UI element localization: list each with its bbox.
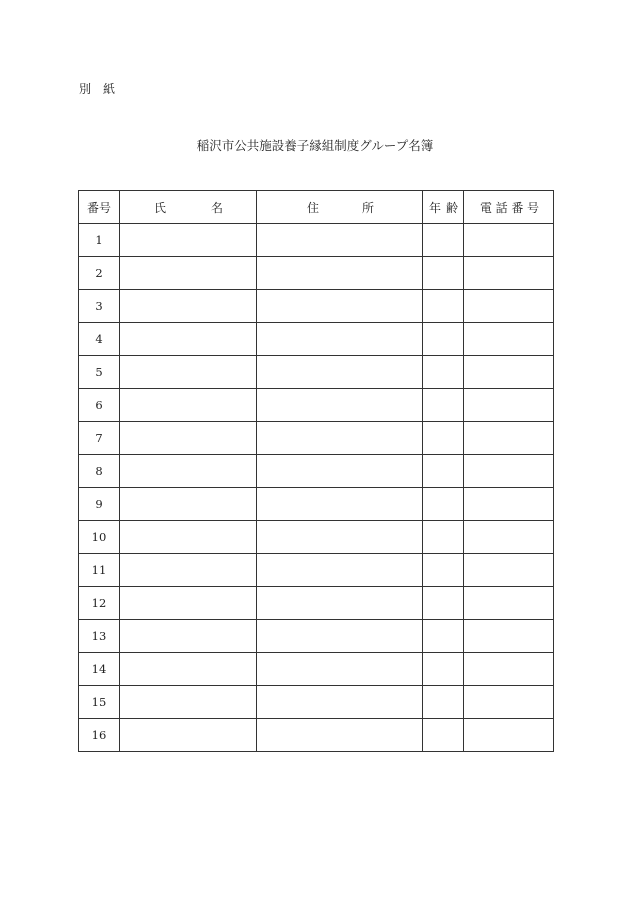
age-cell[interactable] bbox=[423, 422, 464, 455]
address-cell[interactable] bbox=[257, 455, 423, 488]
table-row bbox=[79, 257, 554, 290]
name-cell[interactable] bbox=[120, 488, 257, 521]
age-cell[interactable] bbox=[423, 587, 464, 620]
group-roster-table bbox=[78, 190, 554, 752]
age-cell[interactable] bbox=[423, 389, 464, 422]
table-row bbox=[79, 521, 554, 554]
phone-cell[interactable] bbox=[464, 389, 554, 422]
phone-cell[interactable] bbox=[464, 620, 554, 653]
age-cell[interactable] bbox=[423, 719, 464, 752]
phone-cell[interactable] bbox=[464, 719, 554, 752]
phone-cell[interactable] bbox=[464, 521, 554, 554]
annex-char: 別 bbox=[79, 82, 92, 96]
header-name-char: 名 bbox=[210, 200, 223, 215]
header-phone-char: 号 bbox=[526, 200, 539, 215]
phone-cell[interactable] bbox=[464, 356, 554, 389]
row-number-cell: 11 bbox=[79, 554, 120, 587]
name-cell[interactable] bbox=[120, 389, 257, 422]
row-number-cell: 1 bbox=[79, 224, 120, 257]
table-row bbox=[79, 224, 554, 257]
name-cell[interactable] bbox=[120, 224, 257, 257]
phone-cell[interactable] bbox=[464, 290, 554, 323]
name-cell[interactable] bbox=[120, 356, 257, 389]
table-row bbox=[79, 488, 554, 521]
table-row bbox=[79, 356, 554, 389]
name-cell[interactable] bbox=[120, 554, 257, 587]
header-phone-char: 電 bbox=[480, 200, 493, 215]
table-row bbox=[79, 719, 554, 752]
phone-cell[interactable] bbox=[464, 653, 554, 686]
row-number-cell: 12 bbox=[79, 587, 120, 620]
address-cell[interactable] bbox=[257, 554, 423, 587]
name-cell[interactable] bbox=[120, 422, 257, 455]
name-cell[interactable] bbox=[120, 620, 257, 653]
name-cell[interactable] bbox=[120, 653, 257, 686]
address-cell[interactable] bbox=[257, 521, 423, 554]
name-cell[interactable] bbox=[120, 323, 257, 356]
header-age-char: 年 bbox=[429, 200, 442, 215]
address-cell[interactable] bbox=[257, 224, 423, 257]
address-cell[interactable] bbox=[257, 587, 423, 620]
name-cell[interactable] bbox=[120, 455, 257, 488]
phone-cell[interactable] bbox=[464, 455, 554, 488]
annex-char: 紙 bbox=[103, 82, 116, 96]
address-cell[interactable] bbox=[257, 686, 423, 719]
header-phone-char: 話 bbox=[495, 200, 508, 215]
phone-cell[interactable] bbox=[464, 323, 554, 356]
header-phone bbox=[464, 191, 554, 224]
address-cell[interactable] bbox=[257, 356, 423, 389]
table-row bbox=[79, 290, 554, 323]
address-cell[interactable] bbox=[257, 719, 423, 752]
address-cell[interactable] bbox=[257, 620, 423, 653]
phone-cell[interactable] bbox=[464, 224, 554, 257]
header-name-char: 氏 bbox=[154, 200, 167, 215]
age-cell[interactable] bbox=[423, 686, 464, 719]
age-cell[interactable] bbox=[423, 554, 464, 587]
row-number-cell: 2 bbox=[79, 257, 120, 290]
row-number-cell: 9 bbox=[79, 488, 120, 521]
row-number-cell: 4 bbox=[79, 323, 120, 356]
header-age bbox=[423, 191, 464, 224]
header-number-label: 番号 bbox=[86, 200, 111, 215]
table-row bbox=[79, 422, 554, 455]
table-row bbox=[79, 620, 554, 653]
address-cell[interactable] bbox=[257, 257, 423, 290]
table-row bbox=[79, 653, 554, 686]
header-age-char: 齢 bbox=[445, 200, 458, 215]
table-row bbox=[79, 554, 554, 587]
age-cell[interactable] bbox=[423, 653, 464, 686]
table-row bbox=[79, 323, 554, 356]
phone-cell[interactable] bbox=[464, 554, 554, 587]
header-address-char: 住 bbox=[307, 200, 320, 215]
address-cell[interactable] bbox=[257, 653, 423, 686]
header-address bbox=[257, 191, 423, 224]
phone-cell[interactable] bbox=[464, 686, 554, 719]
address-cell[interactable] bbox=[257, 389, 423, 422]
row-number-cell: 13 bbox=[79, 620, 120, 653]
age-cell[interactable] bbox=[423, 488, 464, 521]
table-row bbox=[79, 389, 554, 422]
row-number-cell: 3 bbox=[79, 290, 120, 323]
age-cell[interactable] bbox=[423, 290, 464, 323]
name-cell[interactable] bbox=[120, 521, 257, 554]
row-number-cell: 5 bbox=[79, 356, 120, 389]
table-header-row bbox=[79, 191, 554, 224]
name-cell[interactable] bbox=[120, 719, 257, 752]
name-cell[interactable] bbox=[120, 290, 257, 323]
table-row bbox=[79, 686, 554, 719]
age-cell[interactable] bbox=[423, 224, 464, 257]
row-number-cell: 7 bbox=[79, 422, 120, 455]
header-address-char: 所 bbox=[361, 200, 374, 215]
age-cell[interactable] bbox=[423, 455, 464, 488]
row-number-cell: 16 bbox=[79, 719, 120, 752]
table-row bbox=[79, 587, 554, 620]
row-number-cell: 14 bbox=[79, 653, 120, 686]
name-cell[interactable] bbox=[120, 257, 257, 290]
address-cell[interactable] bbox=[257, 323, 423, 356]
header-name bbox=[120, 191, 257, 224]
name-cell[interactable] bbox=[120, 686, 257, 719]
row-number-cell: 8 bbox=[79, 455, 120, 488]
row-number-cell: 6 bbox=[79, 389, 120, 422]
header-phone-char: 番 bbox=[511, 200, 524, 215]
address-cell[interactable] bbox=[257, 290, 423, 323]
age-cell[interactable] bbox=[423, 620, 464, 653]
phone-cell[interactable] bbox=[464, 257, 554, 290]
phone-cell[interactable] bbox=[464, 422, 554, 455]
table-body bbox=[79, 224, 554, 752]
address-cell[interactable] bbox=[257, 422, 423, 455]
annex-label bbox=[79, 80, 115, 97]
page-title: 稲沢市公共施設養子縁組制度グループ名簿 bbox=[196, 138, 434, 153]
table-row bbox=[79, 455, 554, 488]
address-cell[interactable] bbox=[257, 488, 423, 521]
phone-cell[interactable] bbox=[464, 488, 554, 521]
row-number-cell: 15 bbox=[79, 686, 120, 719]
phone-cell[interactable] bbox=[464, 587, 554, 620]
age-cell[interactable] bbox=[423, 356, 464, 389]
row-number-cell: 10 bbox=[79, 521, 120, 554]
age-cell[interactable] bbox=[423, 521, 464, 554]
age-cell[interactable] bbox=[423, 257, 464, 290]
age-cell[interactable] bbox=[423, 323, 464, 356]
header-number bbox=[79, 191, 120, 224]
name-cell[interactable] bbox=[120, 587, 257, 620]
